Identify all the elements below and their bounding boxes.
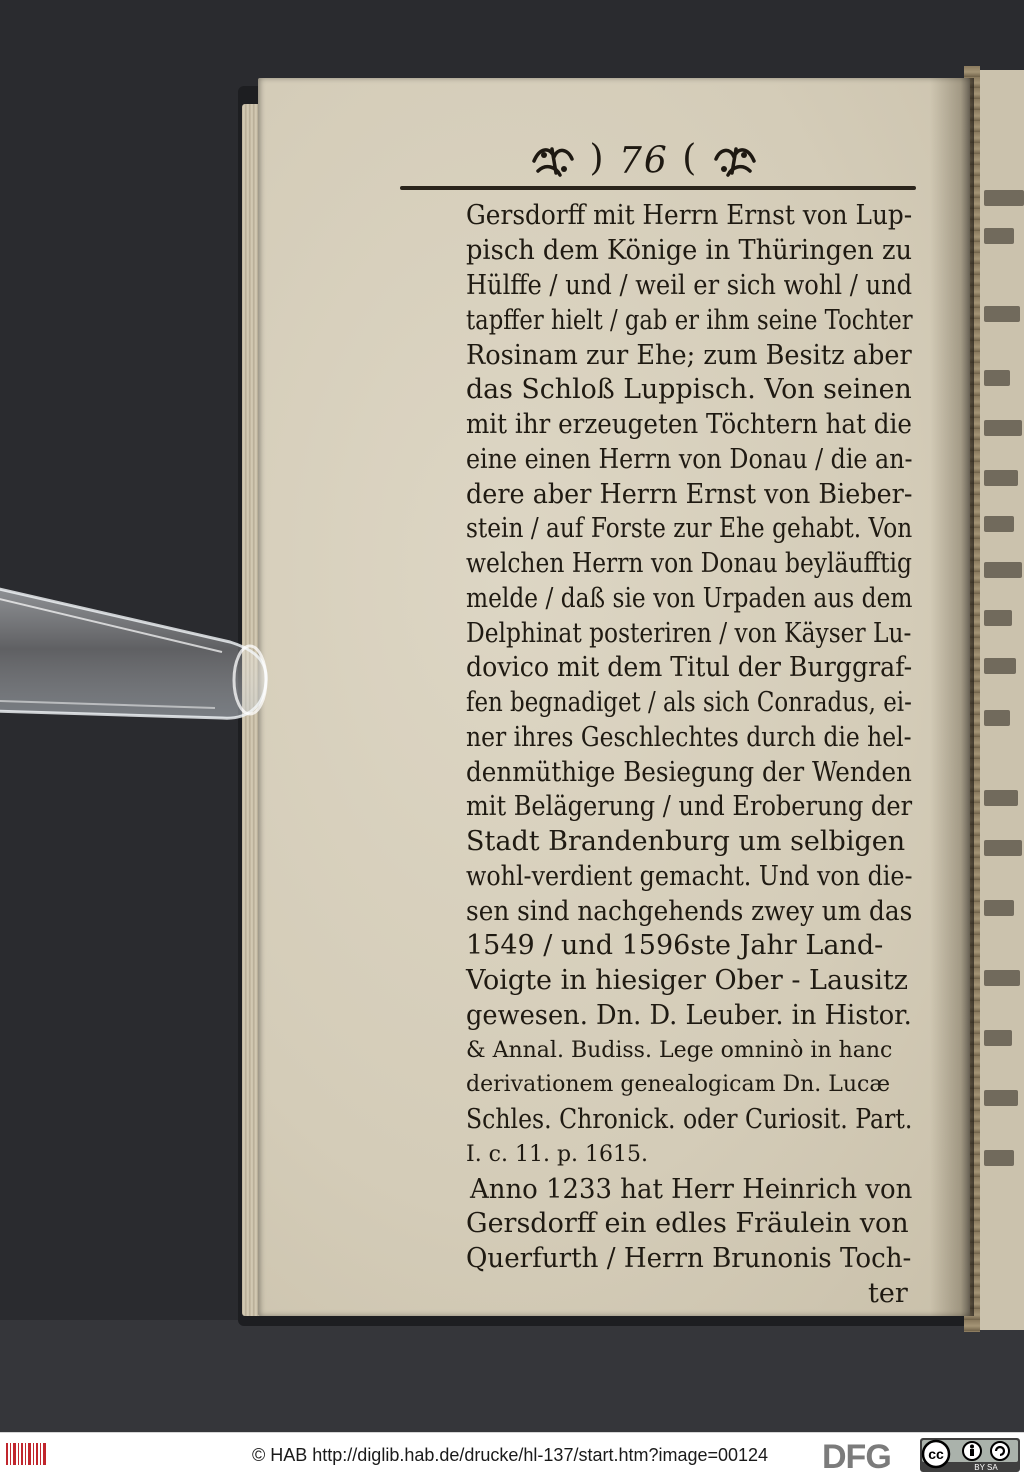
text-line: dere aber Herrn Ernst von Bieber- — [466, 479, 913, 510]
text-line: mit ihr erzeugeten Töchtern hat die — [466, 409, 912, 440]
text-line: mit Belägerung / und Eroberung der — [466, 791, 913, 822]
viewer-footer — [0, 1432, 1024, 1475]
text-line: Anno 1233 hat Herr Heinrich von — [470, 1174, 913, 1205]
glass-weight — [0, 560, 300, 760]
text-line: stein / auf Forste zur Ehe gehabt. Von — [466, 513, 913, 544]
text-line: 1549 / und 1596ste Jahr Land- — [466, 930, 884, 961]
text-line-citation: Schles. Chronick. oder Curiosit. Part. — [466, 1104, 913, 1135]
next-page-edge — [978, 70, 1024, 1330]
page-number: 76 — [618, 140, 669, 182]
text-line: Gersdorff ein edles Fräulein von — [466, 1208, 909, 1239]
text-line: Gersdorff mit Herrn Ernst von Lup- — [466, 200, 913, 231]
text-line: denmüthige Besiegung der Wenden — [466, 757, 912, 788]
text-line: gewesen. Dn. D. Leuber. in Histor. — [466, 1000, 912, 1031]
svg-text:cc: cc — [928, 1446, 944, 1462]
copyright-link[interactable]: © HAB http://diglib.hab.de/drucke/hl-137/start.htm?image=00124 — [252, 1445, 769, 1465]
text-line: melde / daß sie von Urpaden aus dem — [466, 583, 913, 614]
text-line: Hülffe / und / weil er sich wohl / und — [466, 270, 913, 301]
text-line: ner ihres Geschlechtes durch die hel- — [466, 722, 912, 753]
page-gutter-shadow — [930, 78, 974, 1316]
fleuron-right-icon — [712, 141, 758, 181]
text-line: welchen Herrn von Donau beyläufftig — [466, 548, 912, 579]
fleuron-left-icon — [530, 141, 576, 181]
text-line: das Schloß Luppisch. Von seinen — [466, 374, 912, 405]
text-line: pisch dem Könige in Thüringen zu — [466, 235, 913, 266]
text-line-citation: & Annal. Budiss. Lege omninò in hanc — [466, 1038, 893, 1063]
text-line: fen begnadiget / als sich Conradus, ei- — [466, 687, 912, 718]
page-text — [466, 196, 913, 1309]
license-badge-text: BY SA — [974, 1463, 998, 1472]
paren-right: ( — [682, 138, 699, 179]
paren-left: ) — [589, 138, 606, 179]
header-rule — [400, 186, 916, 190]
dfg-logo-text: DFG — [822, 1438, 891, 1472]
dfg-logo — [820, 1438, 920, 1472]
barcode-icon — [4, 1441, 48, 1467]
text-line-citation: I. c. 11. p. 1615. — [466, 1142, 649, 1167]
text-line: Rosinam zur Ehe; zum Besitz aber — [466, 340, 912, 371]
catchword: ter — [868, 1278, 908, 1309]
text-line: Delphinat posteriren / von Käyser Lu- — [466, 618, 912, 649]
text-line: tapffer hielt / gab er ihm seine Tochter — [466, 305, 913, 336]
backdrop — [0, 1320, 1024, 1432]
text-line: dovico mit dem Titul der Burggraf- — [466, 652, 913, 683]
text-line: eine einen Herrn von Donau / die an- — [466, 444, 913, 475]
text-line: Querfurth / Herrn Brunonis Toch- — [466, 1243, 912, 1274]
text-line: Stadt Brandenburg um selbigen — [466, 826, 906, 857]
cc-license-badge[interactable] — [920, 1438, 1020, 1472]
page-header — [530, 138, 780, 190]
text-line: Voigte in hiesiger Ober - Lausitz — [466, 965, 909, 996]
text-line: sen sind nachgehends zwey um das — [466, 896, 913, 927]
text-line: wohl-verdient gemacht. Und von die- — [466, 861, 913, 892]
text-line-citation: derivationem genealogicam Dn. Lucæ — [466, 1072, 891, 1097]
